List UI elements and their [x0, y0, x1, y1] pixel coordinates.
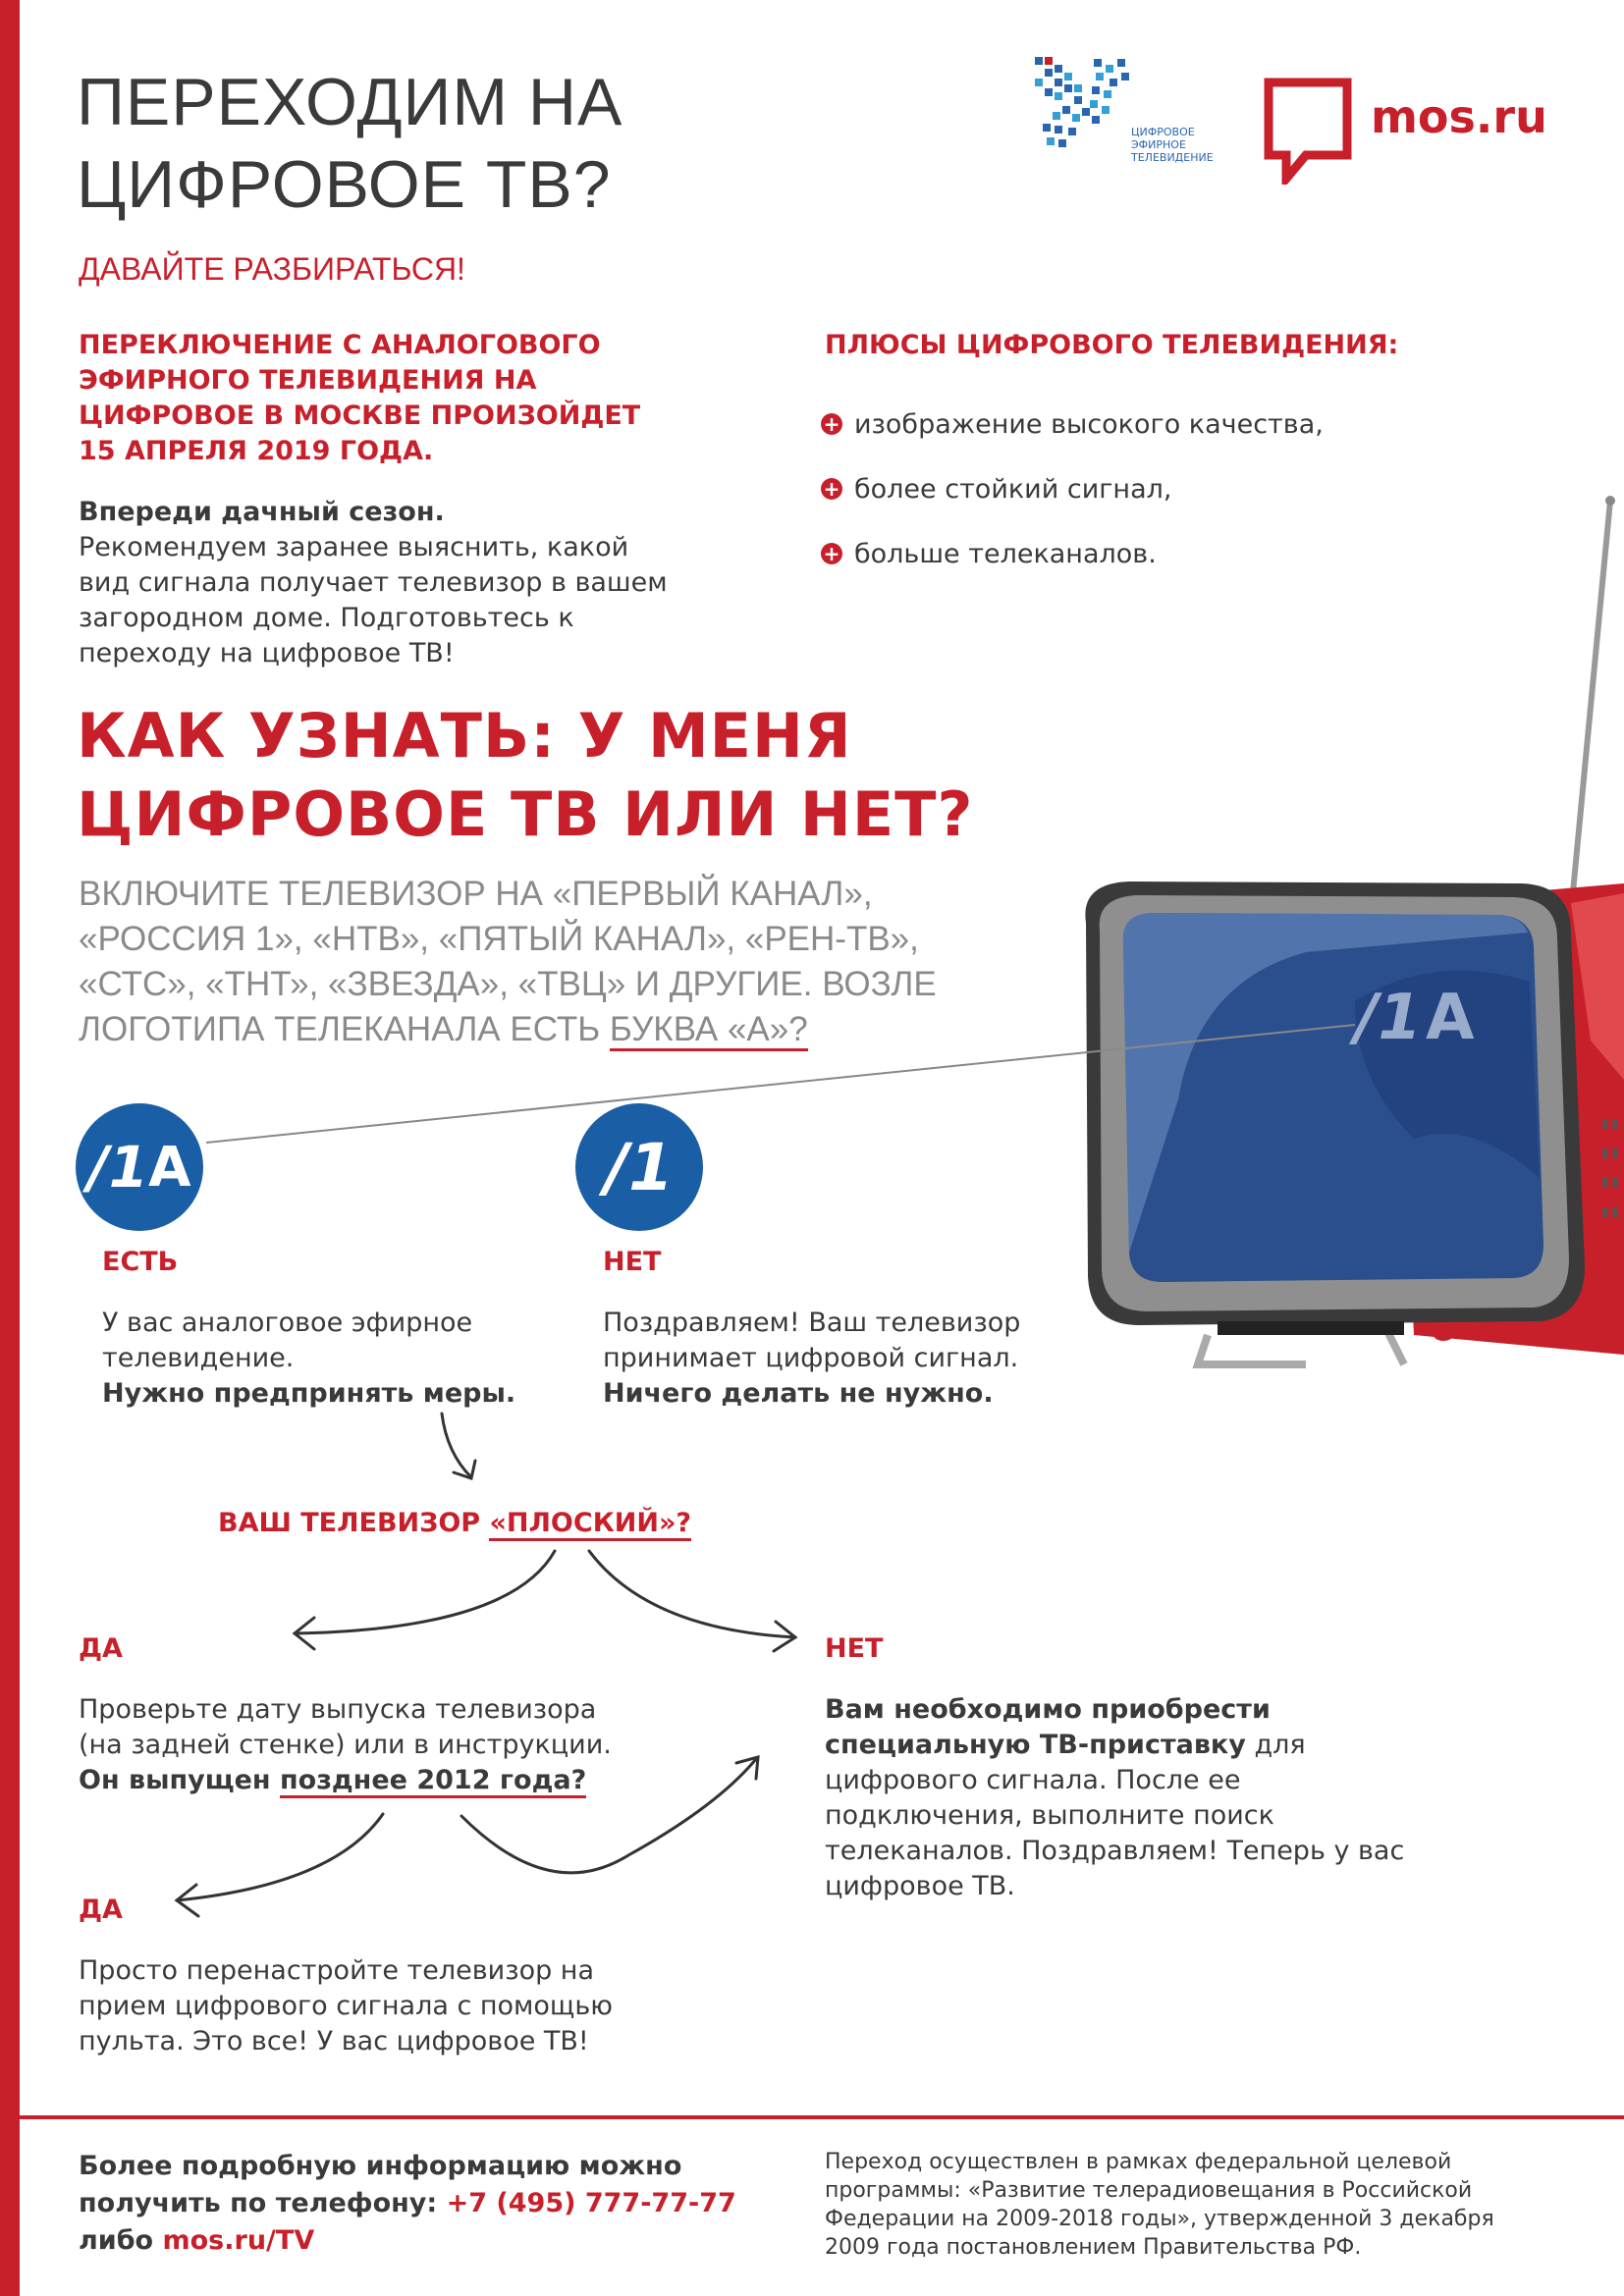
dacha-lead: Впереди дачный сезон.: [79, 497, 445, 527]
phone-link[interactable]: +7 (495) 777-77-77: [446, 2188, 736, 2218]
year-yes-label: ДА: [79, 1895, 123, 1925]
option-no-text: Поздравляем! Ваш телевизор принимает цифровой сигнал. Ничего делать не нужно.: [603, 1308, 1021, 1409]
subtitle: ДАВАЙТЕ РАЗБИРАТЬСЯ!: [79, 251, 465, 287]
first-channel-digital-logo: /1: [575, 1103, 703, 1231]
flat-underlined: «ПЛОСКИЙ»?: [489, 1508, 691, 1541]
title-line-2: ЦИФРОВОЕ ТВ?: [77, 147, 612, 222]
benefit-item: + более стойкий сигнал,: [821, 457, 1324, 522]
mos-ru-tv-link[interactable]: mos.ru/TV: [162, 2225, 315, 2256]
year-yes-text: Просто перенастройте телевизор на прием цифрового сигнала с помощью пульта. Это все! У вас цифровое ТВ!: [79, 1955, 614, 2056]
benefits-heading: ПЛЮСЫ ЦИФРОВОГО ТЕЛЕВИДЕНИЯ:: [825, 330, 1399, 360]
first-channel-analog-logo: /1 А: [76, 1103, 203, 1231]
plus-icon: +: [821, 543, 842, 564]
main-question: КАК УЗНАТЬ: У МЕНЯ ЦИФРОВОЕ ТВ ИЛИ НЕТ?: [77, 700, 974, 850]
plus-icon: +: [821, 413, 842, 435]
dtv-logo-text: ЦИФРОВОЕ ЭФИРНОЕ ТЕЛЕВИДЕНИЕ: [1131, 126, 1214, 164]
dacha-advice: Впереди дачный сезон. Рекомендуем заранее выяснить, какой вид сигнала получает телевизор в вашем загородном доме. Подготовьтесь к переходу на цифровое ТВ!: [79, 497, 668, 668]
flat-tv-question: ВАШ ТЕЛЕВИЗОР «ПЛОСКИЙ»?: [218, 1506, 691, 1541]
mos-ru-text: mos.ru: [1371, 90, 1547, 143]
footer-divider: [20, 2115, 1624, 2119]
title-line-1: ПЕРЕХОДИМ НА: [77, 65, 623, 139]
svg-text:/1: /1: [1355, 982, 1422, 1054]
plus-icon: +: [821, 478, 842, 500]
flat-no-label: НЕТ: [825, 1633, 884, 1664]
footer-contact: Более подробную информацию можно получить по телефону: +7 (495) 777-77-77 либо mos.ru/TV: [79, 2151, 736, 2256]
option-no-label: НЕТ: [603, 1247, 662, 1277]
option-yes-label: ЕСТЬ: [102, 1247, 179, 1277]
flat-yes-text: Проверьте дату выпуска телевизора (на задней стенке) или в инструкции. Он выпущен позднее 2012 года?: [79, 1692, 612, 1798]
channel-instructions: ВКЛЮЧИТЕ ТЕЛЕВИЗОР НА «ПЕРВЫЙ КАНАЛ», «РОССИЯ 1», «НТВ», «ПЯТЫЙ КАНАЛ», «РЕН-ТВ», «СТС», «ТНТ», «ЗВЕЗДА», «ТВЦ» И ДРУГИЕ. ВОЗЛЕ ЛОГОТИПА ТЕЛЕКАНАЛА ЕСТЬ БУКВА «А»?: [79, 872, 1001, 1052]
benefit-item: + больше телеканалов.: [821, 522, 1324, 587]
letter-a-underlined: БУКВА «А»?: [610, 1010, 808, 1051]
benefit-item: + изображение высокого качества,: [821, 393, 1324, 457]
option-yes-text: У вас аналоговое эфирное телевидение. Нужно предпринять меры.: [102, 1308, 516, 1409]
flat-no-text: Вам необходимо приобрести специальную ТВ-приставку для цифрового сигнала. После ее подключения, выполните поиск телеканалов. Поздравляем! Теперь у вас цифровое ТВ.: [825, 1694, 1405, 1901]
footer-note: Переход осуществлен в рамках федеральной целевой программы: «Развитие телерадиовещания в Российской Федерации на 2009-2018 годы», утвержденной 3 декабря 2009 года постановлением Правительства РФ.: [825, 2150, 1494, 2260]
svg-text:А: А: [1426, 982, 1475, 1054]
switch-date-heading: ПЕРЕКЛЮЧЕНИЕ С АНАЛОГОВОГО ЭФИРНОГО ТЕЛЕВИДЕНИЯ НА ЦИФРОВОЕ В МОСКВЕ ПРОИЗОЙДЕТ 15 АПРЕЛЯ 2019 ГОДА.: [79, 330, 641, 466]
year-underlined: позднее 2012 года?: [280, 1765, 586, 1798]
flat-yes-label: ДА: [79, 1633, 123, 1664]
